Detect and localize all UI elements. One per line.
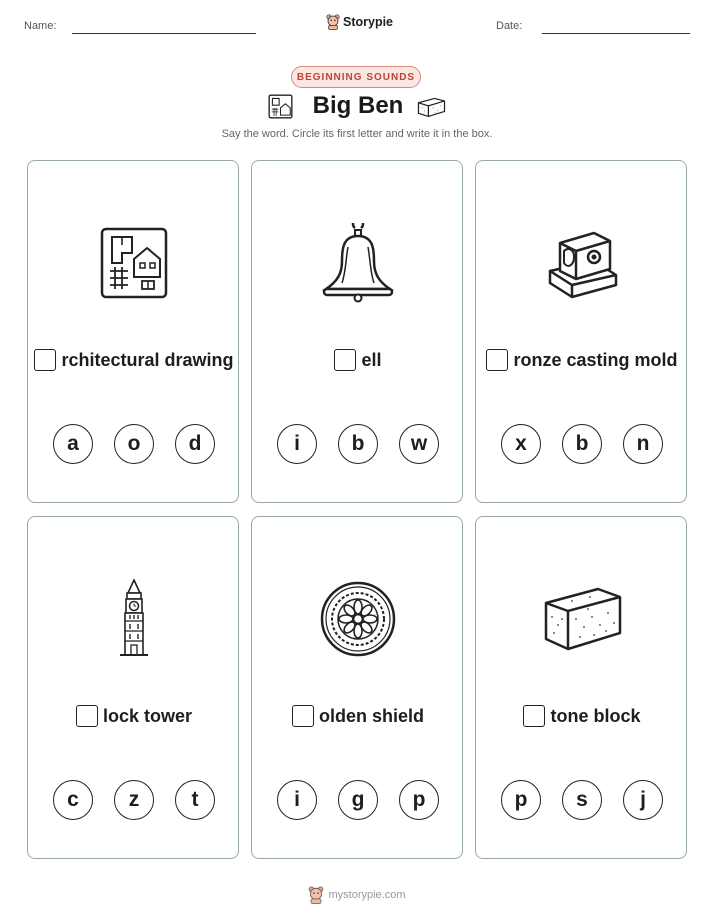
- letter-choice[interactable]: d: [175, 424, 215, 464]
- brand: [326, 14, 393, 30]
- word-card: [27, 160, 239, 503]
- letter-choices: [252, 780, 464, 820]
- date-label: Date:: [496, 20, 523, 32]
- letter-choice[interactable]: g: [338, 780, 378, 820]
- letter-answer-box[interactable]: [76, 705, 98, 727]
- page-title: Big Ben: [312, 92, 404, 119]
- word-card: [27, 516, 239, 859]
- letter-answer-box[interactable]: [292, 705, 314, 727]
- word-card: [475, 516, 687, 859]
- letter-choice[interactable]: b: [338, 424, 378, 464]
- stone-block-icon: [532, 579, 632, 659]
- letter-choice[interactable]: p: [501, 780, 541, 820]
- footer-url[interactable]: mystorypie.com: [328, 889, 406, 901]
- letter-answer-box[interactable]: [523, 705, 545, 727]
- letter-choice[interactable]: i: [277, 424, 317, 464]
- letter-choice[interactable]: j: [623, 780, 663, 820]
- word-rest: ronze casting mold: [513, 349, 678, 370]
- word-rest: olden shield: [318, 705, 424, 726]
- letter-choice[interactable]: c: [53, 780, 93, 820]
- word-rest: lock tower: [102, 705, 193, 726]
- letter-choice[interactable]: s: [562, 780, 602, 820]
- letter-choice[interactable]: b: [562, 424, 602, 464]
- word-label: [28, 349, 240, 371]
- architectural-drawing-icon: [84, 223, 184, 303]
- storypie-bear-icon: [308, 886, 324, 904]
- word-rest: tone block: [550, 705, 641, 726]
- storypie-bear-icon: [326, 14, 340, 30]
- letter-choices: [252, 424, 464, 464]
- word-label: [252, 349, 464, 371]
- casting-mold-icon: [532, 223, 632, 303]
- word-rest: rchitectural drawing: [61, 349, 234, 370]
- letter-choices: [28, 780, 240, 820]
- letter-choice[interactable]: p: [399, 780, 439, 820]
- letter-choices: [28, 424, 240, 464]
- golden-shield-icon: [308, 579, 408, 659]
- bell-icon: [308, 223, 408, 303]
- category-badge: BEGINNING SOUNDS: [291, 66, 421, 88]
- word-label: [476, 705, 688, 727]
- date-line[interactable]: [542, 33, 690, 34]
- name-line[interactable]: [72, 33, 256, 34]
- word-label: [28, 705, 240, 727]
- letter-choices: [476, 424, 688, 464]
- letter-choice[interactable]: n: [623, 424, 663, 464]
- footer: [0, 886, 714, 904]
- instructions: Say the word. Circle its first letter and write it in the box.: [221, 128, 493, 140]
- letter-choice[interactable]: a: [53, 424, 93, 464]
- name-label: Name:: [24, 20, 57, 32]
- stone-block-small-icon: [416, 94, 447, 119]
- brand-name: Storypie: [343, 15, 394, 29]
- word-card: [251, 516, 463, 859]
- letter-choices: [476, 780, 688, 820]
- letter-answer-box[interactable]: [334, 349, 356, 371]
- letter-choice[interactable]: x: [501, 424, 541, 464]
- letter-choice[interactable]: z: [114, 780, 154, 820]
- letter-answer-box[interactable]: [486, 349, 508, 371]
- letter-choice[interactable]: w: [399, 424, 439, 464]
- word-label: [476, 349, 688, 371]
- letter-answer-box[interactable]: [34, 349, 56, 371]
- word-label: [252, 705, 464, 727]
- letter-choice[interactable]: t: [175, 780, 215, 820]
- word-rest: ell: [361, 349, 382, 370]
- word-card: [475, 160, 687, 503]
- clock-tower-icon: [84, 579, 184, 659]
- letter-choice[interactable]: o: [114, 424, 154, 464]
- letter-choice[interactable]: i: [277, 780, 317, 820]
- architectural-drawing-small-icon: [267, 93, 294, 120]
- word-card: [251, 160, 463, 503]
